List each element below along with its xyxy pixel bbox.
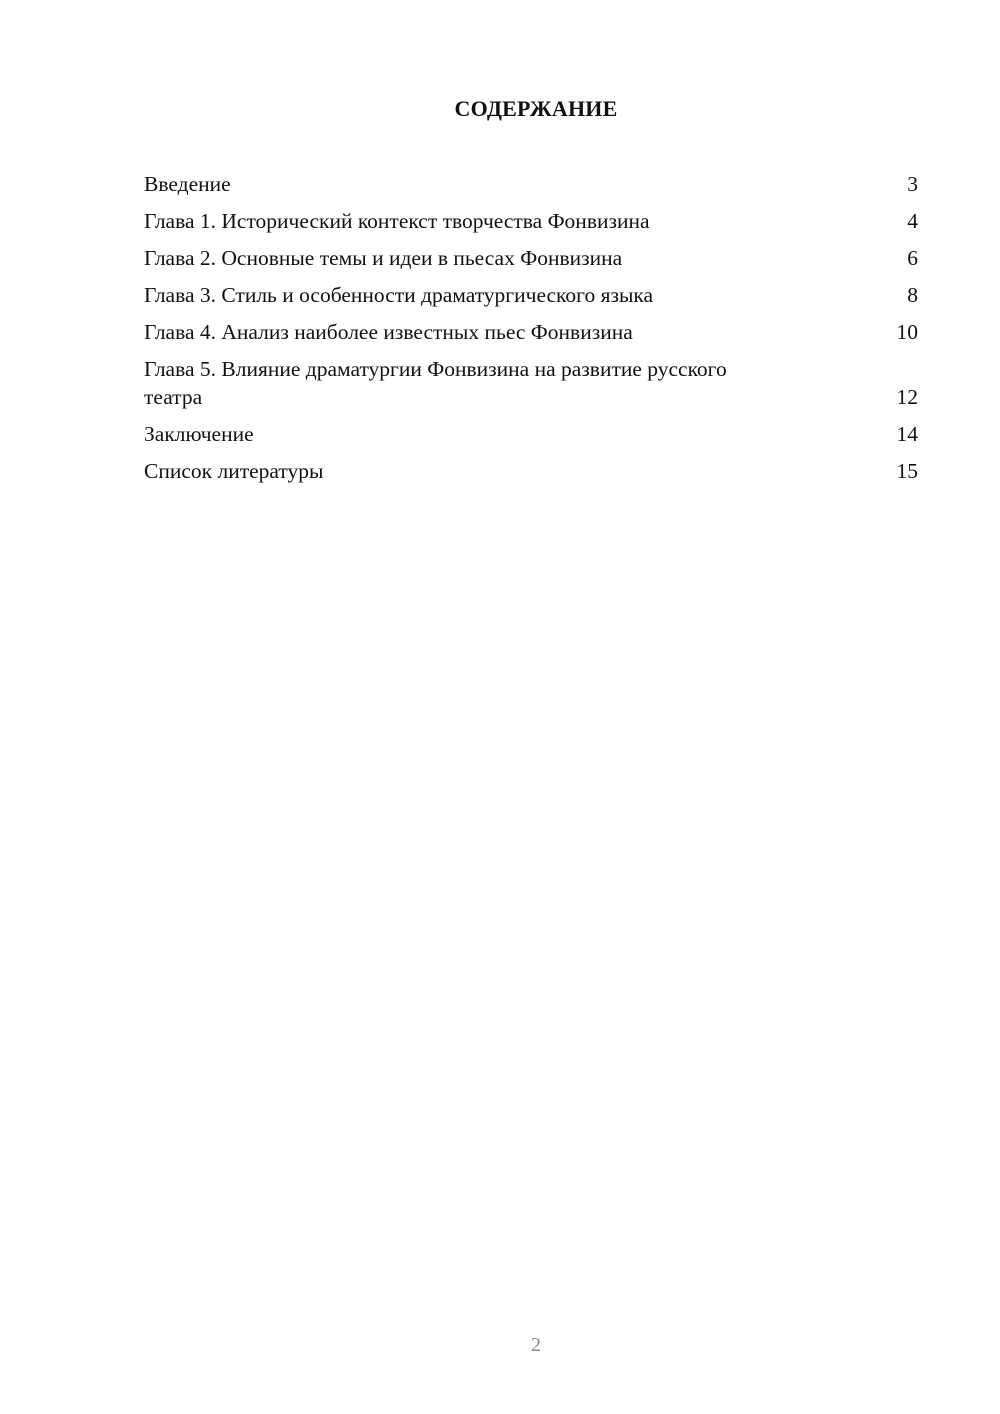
- toc-entry-label: Глава 3. Стиль и особенности драматургического языка: [144, 283, 654, 307]
- toc-entry-label: Список литературы: [144, 459, 324, 483]
- toc-entry-label: Заключение: [144, 422, 254, 446]
- table-of-contents: [144, 170, 918, 494]
- toc-entry: [144, 207, 918, 235]
- toc-entry-label: Введение: [144, 172, 231, 196]
- toc-entry-label: Глава 4. Анализ наиболее известных пьес Фонвизина: [144, 320, 633, 344]
- toc-entry-page: 8: [907, 283, 918, 307]
- toc-entry: [144, 244, 918, 272]
- toc-entry: [144, 457, 918, 485]
- toc-entry-page: 12: [896, 385, 918, 409]
- toc-entry: [144, 420, 918, 448]
- toc-entry: [144, 170, 918, 198]
- toc-entry-page: 14: [896, 422, 918, 446]
- page-number: 2: [531, 1334, 541, 1356]
- toc-entry-page: 15: [896, 459, 918, 483]
- toc-entry: [144, 281, 918, 309]
- toc-entry: [144, 318, 918, 346]
- toc-entry-label: Глава 5. Влияние драматургии Фонвизина на развитие русского театра: [144, 357, 727, 409]
- toc-title: СОДЕРЖАНИЕ: [454, 96, 618, 121]
- toc-entry: [144, 355, 918, 411]
- toc-entry-page: 10: [896, 320, 918, 344]
- toc-entry-label: Глава 2. Основные темы и идеи в пьесах Фонвизина: [144, 246, 623, 270]
- toc-entry-page: 4: [907, 209, 918, 233]
- toc-entry-page: 3: [907, 172, 918, 196]
- toc-entry-page: 6: [907, 246, 918, 270]
- toc-entry-label: Глава 1. Исторический контекст творчества Фонвизина: [144, 209, 650, 233]
